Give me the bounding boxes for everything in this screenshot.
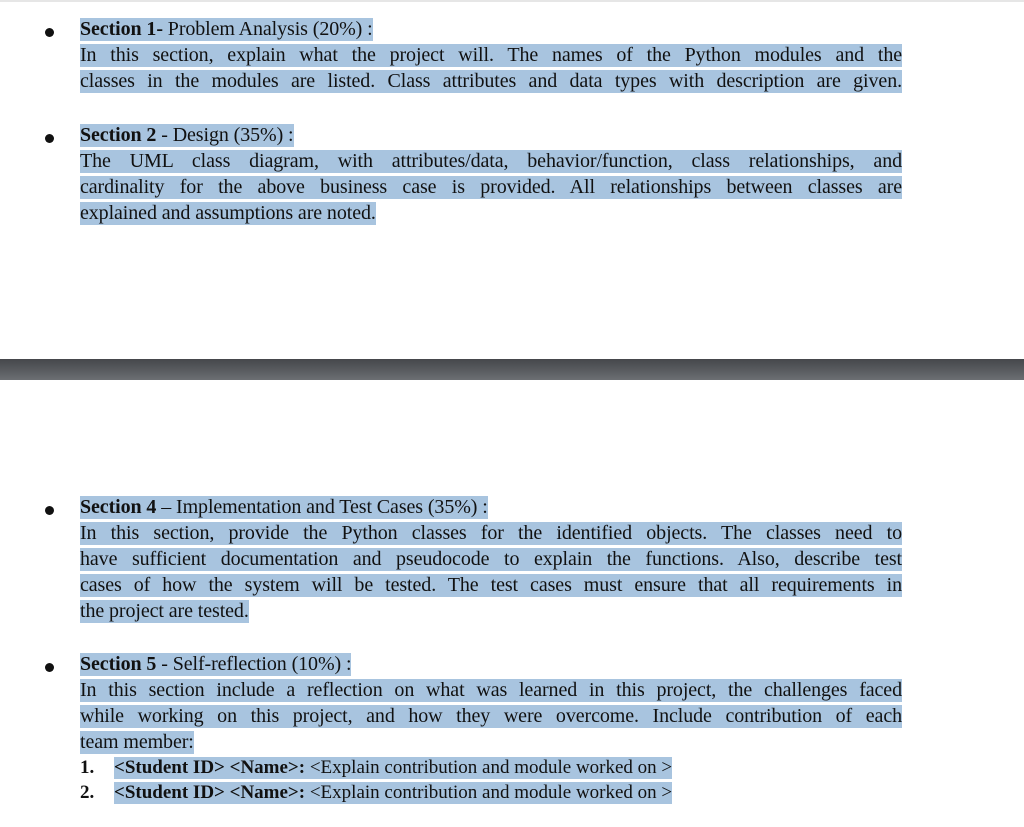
- section-4-body: [80, 494, 902, 624]
- paragraph-line: the project are tested.: [80, 600, 249, 622]
- paragraph-line: explained and assumptions are noted.: [80, 202, 376, 224]
- paragraph-line: The UML class diagram, with attributes/data, behavior/function, class relationships, and: [80, 150, 902, 172]
- section-1-heading: Section 1- Problem Analysis (20%) :: [80, 18, 373, 40]
- paragraph-line: while working on this project, and how they were overcome. Include contribution of each: [80, 705, 902, 727]
- paragraph-line: cases of how the system will be tested. The test cases must ensure that all requirements in: [80, 574, 902, 596]
- paragraph-line: In this section, explain what the project will. The names of the Python modules and the: [80, 44, 902, 66]
- list-item: 2. <Student ID> <Name>: <Explain contribution and module worked on >: [80, 782, 673, 803]
- list-item: 1. <Student ID> <Name>: <Explain contribution and module worked on >: [80, 757, 673, 778]
- paragraph-line: team member:: [80, 731, 194, 753]
- section-5-heading: Section 5 - Self-reflection (10%) :: [80, 653, 352, 675]
- bullet-icon: [45, 134, 54, 143]
- section-2-heading: Section 2 - Design (35%) :: [80, 124, 294, 146]
- paragraph-line: cardinality for the above business case is provided. All relationships between classes are: [80, 176, 902, 198]
- paragraph-line: classes in the modules are listed. Class attributes and data types with description are given.: [80, 70, 902, 92]
- page-separator: [0, 359, 1024, 380]
- paragraph-line: In this section, provide the Python classes for the identified objects. The classes need to: [80, 522, 902, 544]
- paragraph-line: In this section include a reflection on what was learned in this project, the challenges faced: [80, 679, 902, 701]
- section-2-body: [80, 122, 902, 226]
- paragraph-line: have sufficient documentation and pseudocode to explain the functions. Also, describe test: [80, 548, 902, 570]
- bullet-icon: [45, 663, 54, 672]
- section-5-body: [80, 651, 902, 805]
- section-1-body: [80, 16, 902, 94]
- section-4-heading: Section 4 – Implementation and Test Cases (35%) :: [80, 496, 488, 518]
- bullet-icon: [45, 28, 54, 37]
- bullet-icon: [45, 506, 54, 515]
